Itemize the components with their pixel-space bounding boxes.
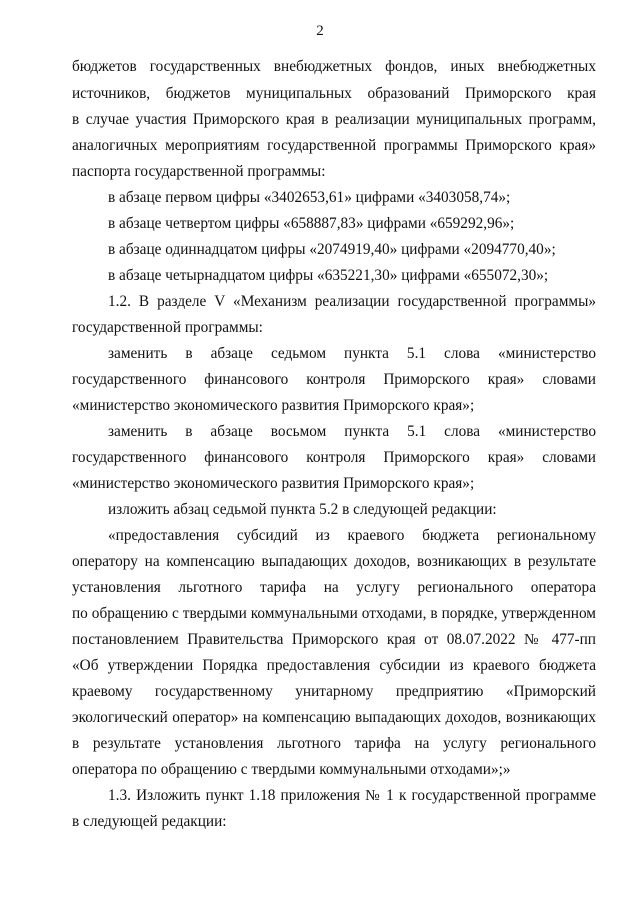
text-line: в результате установления льготного тарифа на услугу регионального <box>72 735 596 752</box>
text-line: оператора по обращению с твердыми коммунальными отходами»;» <box>72 761 511 778</box>
text-line: по обращению с твердыми коммунальными отходами, в порядке, утвержденном <box>72 605 596 622</box>
text-line: «Об утверждении Порядка предоставления субсидии из краевого бюджета <box>72 657 596 674</box>
text-line: «министерство экономического развития Приморского края»; <box>72 397 475 414</box>
text-line: в абзаце четырнадцатом цифры «635221,30» цифрами «655072,30»; <box>108 267 549 284</box>
text-line: 1.3. Изложить пункт 1.18 приложения № 1 к государственной программе <box>108 787 596 804</box>
text-line: в абзаце четвертом цифры «658887,83» цифрами «659292,96»; <box>108 215 515 232</box>
text-line: аналогичных мероприятиям государственной программы Приморского края» <box>72 137 596 154</box>
text-line: источников, бюджетов муниципальных образований Приморского края <box>72 85 596 102</box>
text-line: постановлением Правительства Приморского края от 08.07.2022 № 477-пп <box>72 631 596 648</box>
text-line: оператору на компенсацию выпадающих доходов, возникающих в результате <box>72 553 596 570</box>
text-line: экологический оператор» на компенсацию выпадающих доходов, возникающих <box>72 709 596 726</box>
text-line: паспорта государственной программы: <box>72 163 326 180</box>
text-line: государственного финансового контроля Приморского края» словами <box>72 371 596 388</box>
text-line: 1.2. В разделе V «Механизм реализации государственной программы» <box>108 293 596 310</box>
text-line: государственного финансового контроля Приморского края» словами <box>72 449 596 466</box>
page-number: 2 <box>316 23 324 39</box>
text-line: «министерство экономического развития Приморского края»; <box>72 475 475 492</box>
text-line: установления льготного тарифа на услугу регионального оператора <box>72 579 596 596</box>
text-line: в абзаце одиннадцатом цифры «2074919,40» цифрами «2094770,40»; <box>108 241 556 258</box>
text-line: бюджетов государственных внебюджетных фондов, иных внебюджетных <box>72 58 596 75</box>
text-line: краевому государственному унитарному предприятию «Приморский <box>72 683 596 700</box>
text-line: государственной программы: <box>72 319 263 336</box>
text-line: «предоставления субсидий из краевого бюджета региональному <box>108 527 596 544</box>
text-line: в случае участия Приморского края в реализации муниципальных программ, <box>72 111 596 128</box>
text-line: в следующей редакции: <box>72 813 227 830</box>
text-line: заменить в абзаце восьмом пункта 5.1 слова «министерство <box>108 423 596 440</box>
text-line: изложить абзац седьмой пункта 5.2 в следующей редакции: <box>108 501 497 518</box>
text-line: заменить в абзаце седьмом пункта 5.1 слова «министерство <box>108 345 596 362</box>
text-line: в абзаце первом цифры «3402653,61» цифрами «3403058,74»; <box>108 189 511 206</box>
